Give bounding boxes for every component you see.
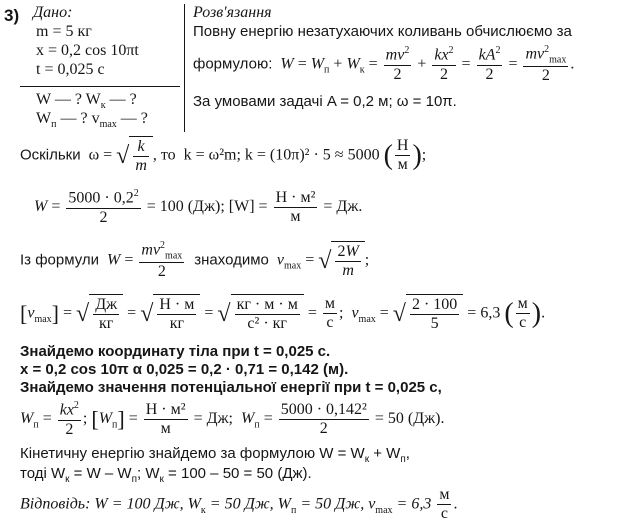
kinetic-line-1: Кінетичну енергію знайдемо за формулою $W = W_к + W_п$, [20, 445, 410, 465]
solution-heading: Розв'язання [193, 4, 272, 21]
energy-formula-line: формулою: $W = W_п + W_к$ = $\frac{mv^2}{2}$ + $\frac{kx^2}{2}$ = $\frac{kA^2}{2}$ = $\frac{mv^2_{max}}{2}$ . [193, 44, 575, 85]
conditions-line: За умовами задачі A = 0,2 м; ω = 10π. [193, 93, 457, 110]
find-line-1: W — ? $W_к$ — ? [36, 91, 137, 112]
coordinate-calc: x = 0,2 cos 10π α 0,025 = 0,2 · 0,71 = 0,142 (м). [20, 361, 349, 378]
energy-value-line: W = $\frac{5000 \cdot 0,2^2}{2}$ = 100 (Дж); [W] = $\frac{\text{Н · м²}}{м}$ = Дж. [34, 188, 363, 226]
potential-heading: Знайдемо значення потенціальної енергії при t = 0,025 с, [20, 379, 442, 396]
given-divider [20, 86, 180, 87]
velocity-formula-line: Із формули W = $\frac{mv^2_{max}}{2}$ знаходимо $v_{max}$ = √ $\frac{2W}{m}$ ; [20, 240, 370, 281]
find-line-2: $W_п$ — ? $v_{max}$ — ? [36, 110, 148, 131]
given-vertical-divider [184, 4, 185, 132]
velocity-units-line: $[v_{max}]$ = √ $\frac{Дж}{кг}$ = √ $\frac{Н \cdot м}{кг}$ = √ $\frac{кг \cdot м \cdot м}{\text{с² · кг}}$ = $\frac{м}{с}$ ; $v_{max}$ = √ $\frac{2 \cdot 100}{5}$ = 6,3 ( $\frac{м}{с}$ ). [20, 295, 546, 333]
given-label: Дано: [33, 4, 73, 21]
answer-line: Відповідь: W = 100 Дж, $W_к = 50$ Дж, $W_п = 50$ Дж, $v_{max} = 6,3$ $\frac{м}{с}$ . [20, 486, 458, 523]
given-mass: m = 5 кг [36, 23, 92, 40]
coordinate-heading: Знайдемо координату тіла при t = 0,025 с. [20, 343, 331, 360]
problem-number: 3) [4, 6, 20, 25]
given-time: t = 0,025 с [36, 61, 105, 78]
potential-energy-line: $W_п$ = $\frac{kx^2}{2}$ ; $[W_п]$ = $\frac{\text{Н · м²}}{м}$ = Дж; $W_п$ = $\frac{\text{5000 · 0,142²}}{2}$ = 50 (Дж). [20, 400, 445, 438]
kinetic-line-2: тоді $W_к = W - W_п$; $W_к = 100 - 50 = 50$ (Дж). [20, 465, 312, 485]
omega-line: Оскільки ω = √ $\frac{k}{m}$ , то k = ω²m; k = (10π)² · 5 ≈ 5000 ( $\frac{Н}{м}$ ); [20, 137, 427, 175]
given-coordinate: x = 0,2 cos 10πt [36, 42, 139, 59]
intro-line-1: Повну енергію незатухаючих коливань обчислюємо за [193, 23, 572, 40]
